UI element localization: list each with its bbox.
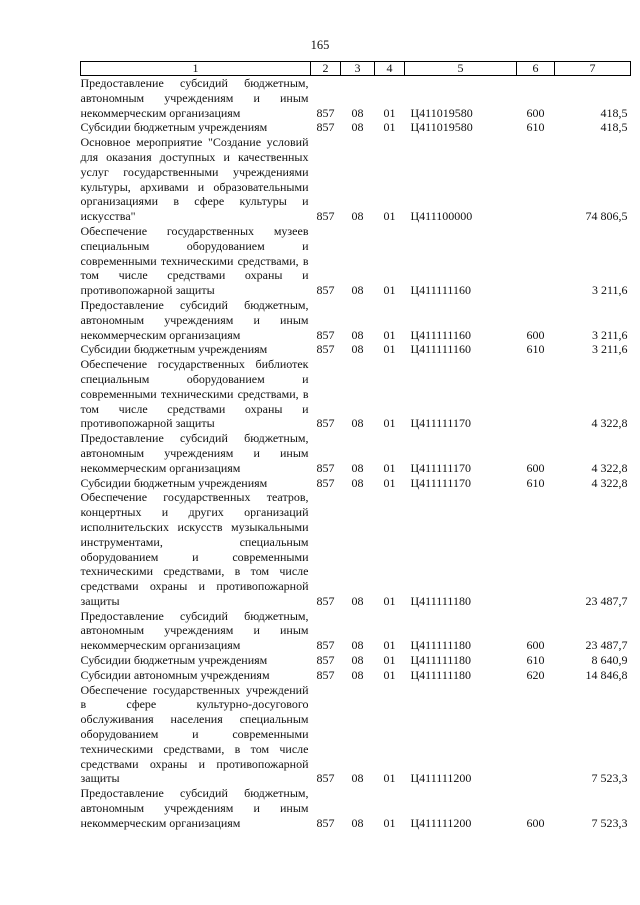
row-admin-code: 857 xyxy=(316,460,335,475)
row-section: 08 xyxy=(351,105,364,120)
row-amount: 7 523,3 xyxy=(591,815,628,830)
table-row xyxy=(81,342,631,357)
row-expense-type: 600 xyxy=(526,815,545,830)
row-name: Предоставление субсидий бюджетным, автономным учреждениям и иным некоммерческим организациям xyxy=(80,297,309,342)
row-expense-type: 610 xyxy=(526,475,545,490)
row-admin-code: 857 xyxy=(316,653,335,668)
row-name: Субсидии бюджетным учреждениям xyxy=(80,342,268,357)
header-cell: 7 xyxy=(555,62,631,76)
table-row xyxy=(81,357,631,431)
row-amount: 7 523,3 xyxy=(591,771,628,786)
row-amount: 3 211,6 xyxy=(591,283,628,298)
row-target-article: Ц411111170 xyxy=(410,460,471,475)
row-expense-type: 600 xyxy=(526,460,545,475)
row-admin-code: 857 xyxy=(316,593,335,608)
table-row xyxy=(81,431,631,475)
row-amount: 14 846,8 xyxy=(585,667,628,682)
table-row xyxy=(81,490,631,608)
row-subsection: 01 xyxy=(383,667,396,682)
row-target-article: Ц411111160 xyxy=(410,283,471,298)
row-amount: 3 211,6 xyxy=(591,327,628,342)
row-section: 08 xyxy=(351,342,364,357)
row-section: 08 xyxy=(351,283,364,298)
row-target-article: Ц411111170 xyxy=(410,475,471,490)
row-expense-type: 600 xyxy=(526,638,545,653)
table-row xyxy=(81,224,631,298)
row-target-article: Ц411111180 xyxy=(410,653,471,668)
row-admin-code: 857 xyxy=(316,327,335,342)
row-target-article: Ц411111180 xyxy=(410,593,471,608)
row-expense-type: 610 xyxy=(526,120,545,135)
row-amount: 23 487,7 xyxy=(585,638,628,653)
row-admin-code: 857 xyxy=(316,209,335,224)
row-amount: 3 211,6 xyxy=(591,342,628,357)
row-admin-code: 857 xyxy=(316,475,335,490)
row-amount: 4 322,8 xyxy=(591,416,628,431)
row-admin-code: 857 xyxy=(316,771,335,786)
row-amount: 74 806,5 xyxy=(585,209,628,224)
row-subsection: 01 xyxy=(383,815,396,830)
row-target-article: Ц411111180 xyxy=(410,638,471,653)
table-row xyxy=(81,120,631,135)
row-subsection: 01 xyxy=(383,638,396,653)
row-name: Предоставление субсидий бюджетным, автономным учреждениям и иным некоммерческим организациям xyxy=(80,608,309,653)
row-subsection: 01 xyxy=(383,120,396,135)
row-name: Предоставление субсидий бюджетным, автономным учреждениям и иным некоммерческим организациям xyxy=(80,431,309,475)
row-subsection: 01 xyxy=(383,771,396,786)
table-row xyxy=(81,76,631,121)
row-expense-type: 610 xyxy=(526,653,545,668)
table-row xyxy=(81,298,631,342)
row-target-article: Ц411100000 xyxy=(410,209,473,224)
row-name: Субсидии автономным учреждениям xyxy=(80,667,270,682)
row-admin-code: 857 xyxy=(316,815,335,830)
row-section: 08 xyxy=(351,209,364,224)
row-subsection: 01 xyxy=(383,283,396,298)
header-cell: 4 xyxy=(375,62,405,76)
row-subsection: 01 xyxy=(383,327,396,342)
row-target-article: Ц411111170 xyxy=(410,416,471,431)
row-target-article: Ц411111160 xyxy=(410,342,471,357)
row-section: 08 xyxy=(351,475,364,490)
row-amount: 418,5 xyxy=(600,120,628,135)
row-name: Субсидии бюджетным учреждениям xyxy=(80,653,268,668)
row-section: 08 xyxy=(351,667,364,682)
row-expense-type xyxy=(517,135,555,224)
header-cell: 5 xyxy=(405,62,517,76)
row-section: 08 xyxy=(351,327,364,342)
row-section: 08 xyxy=(351,638,364,653)
table-row xyxy=(81,653,631,668)
row-amount: 23 487,7 xyxy=(585,593,628,608)
row-target-article: Ц411019580 xyxy=(410,120,473,135)
page-number: 165 xyxy=(310,38,330,52)
row-amount: 8 640,9 xyxy=(591,653,628,668)
row-name: Субсидии бюджетным учреждениям xyxy=(80,475,268,490)
row-name: Обеспечение государственных музеев специальным оборудованием и современными техническими средствами, в том числе средствами охраны и противопожарной защиты xyxy=(80,223,309,298)
row-subsection: 01 xyxy=(383,653,396,668)
row-section: 08 xyxy=(351,653,364,668)
row-target-article: Ц411019580 xyxy=(410,105,473,120)
row-amount: 418,5 xyxy=(600,105,628,120)
table-row xyxy=(81,609,631,653)
row-admin-code: 857 xyxy=(316,105,335,120)
table-body xyxy=(81,76,631,831)
row-admin-code: 857 xyxy=(316,283,335,298)
row-name: Основное мероприятие "Создание условий для оказания доступных и качественных услуг государственными учреждениями культуры, архивами и образовательными организациями в сфере культуры и искусства" xyxy=(80,135,309,224)
row-target-article: Ц411111180 xyxy=(410,667,471,682)
table-row xyxy=(81,135,631,224)
header-cell: 2 xyxy=(311,62,341,76)
row-expense-type xyxy=(517,490,555,608)
row-expense-type: 610 xyxy=(526,342,545,357)
header-row xyxy=(81,62,631,76)
table-row xyxy=(81,668,631,683)
row-target-article: Ц411111160 xyxy=(410,327,471,342)
row-section: 08 xyxy=(351,120,364,135)
row-section: 08 xyxy=(351,460,364,475)
row-subsection: 01 xyxy=(383,105,396,120)
row-subsection: 01 xyxy=(383,416,396,431)
row-admin-code: 857 xyxy=(316,638,335,653)
row-amount: 4 322,8 xyxy=(591,475,628,490)
row-target-article: Ц411111200 xyxy=(410,771,472,786)
header-cell: 6 xyxy=(517,62,555,76)
row-admin-code: 857 xyxy=(316,416,335,431)
row-name: Обеспечение государственных библиотек специальным оборудованием и современными техническими средствами, в том числе средствами охраны и противопожарной защиты xyxy=(80,357,309,431)
row-expense-type xyxy=(517,357,555,431)
row-expense-type: 600 xyxy=(526,105,545,120)
row-admin-code: 857 xyxy=(316,342,335,357)
row-subsection: 01 xyxy=(383,460,396,475)
row-name: Предоставление субсидий бюджетным, автономным учреждениям и иным некоммерческим организациям xyxy=(80,76,309,120)
row-section: 08 xyxy=(351,815,364,830)
row-name: Субсидии бюджетным учреждениям xyxy=(80,120,268,135)
row-admin-code: 857 xyxy=(316,667,335,682)
row-section: 08 xyxy=(351,416,364,431)
row-subsection: 01 xyxy=(383,342,396,357)
row-subsection: 01 xyxy=(383,209,396,224)
table-row xyxy=(81,476,631,491)
row-section: 08 xyxy=(351,771,364,786)
row-expense-type: 600 xyxy=(526,327,545,342)
row-name: Обеспечение государственных учреждений в сфере культурно-досугового обслуживания населения специальным оборудованием и современными техническими средствами, в том числе средствами охраны и противопожарной защиты xyxy=(80,682,309,786)
table-row xyxy=(81,786,631,830)
row-subsection: 01 xyxy=(383,593,396,608)
header-cell: 3 xyxy=(341,62,375,76)
row-target-article: Ц411111200 xyxy=(410,815,472,830)
row-expense-type: 620 xyxy=(526,667,545,682)
row-name: Предоставление субсидий бюджетным, автономным учреждениям и иным некоммерческим организациям xyxy=(80,786,309,830)
table-row xyxy=(81,683,631,787)
row-subsection: 01 xyxy=(383,475,396,490)
row-expense-type xyxy=(517,224,555,298)
row-amount: 4 322,8 xyxy=(591,460,628,475)
row-admin-code: 857 xyxy=(316,120,335,135)
row-section: 08 xyxy=(351,593,364,608)
header-cell: 1 xyxy=(81,62,311,76)
row-name: Обеспечение государственных театров, концертных и других организаций исполнительских искусств музыкальными инструментами, специальным оборудованием и современными техническими средствами, в том числе средствами охраны и противопожарной защиты xyxy=(80,490,309,608)
budget-table xyxy=(80,61,631,831)
row-expense-type xyxy=(517,683,555,787)
